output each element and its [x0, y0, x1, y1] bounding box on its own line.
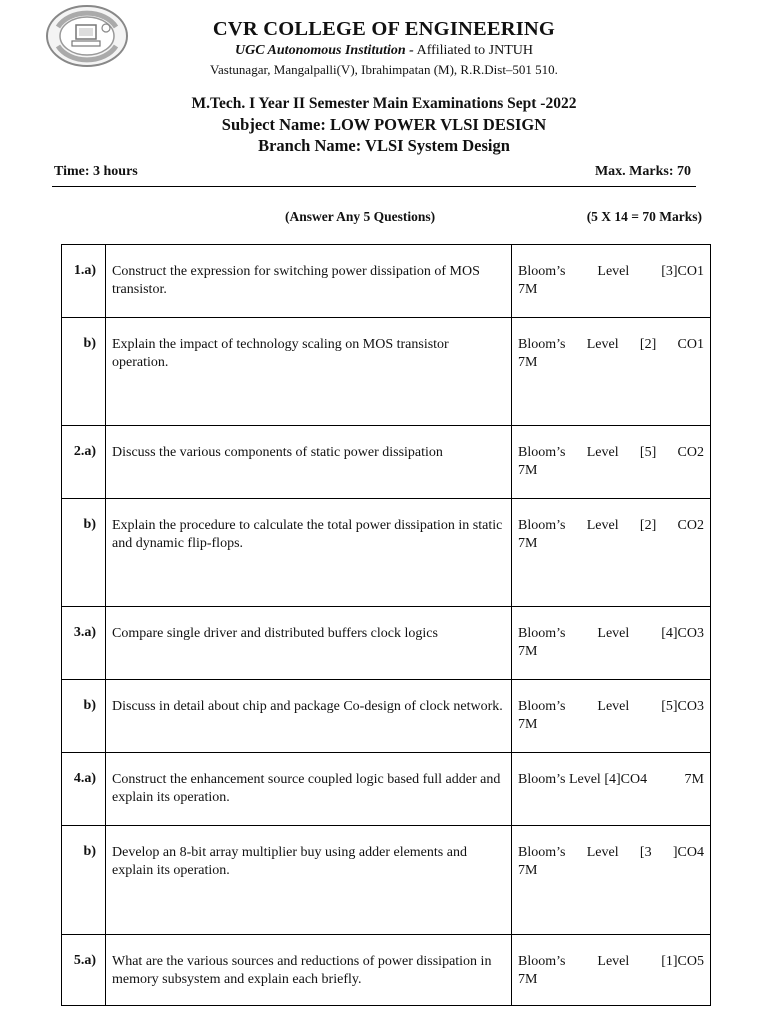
question-text: What are the various sources and reductions of power dissipation in memory subsystem and explain each briefly. — [106, 935, 512, 1006]
max-marks: Max. Marks: 70 — [594, 164, 691, 179]
bloom-level-cell — [512, 245, 711, 318]
bloom-part: Bloom’s — [518, 445, 566, 460]
marks-distribution: (5 X 14 = 70 Marks) — [586, 209, 702, 224]
bloom-part: Bloom’s Level [4]CO4 — [518, 772, 648, 787]
question-marks: 7M — [518, 463, 538, 478]
bloom-part: Level — [597, 954, 630, 969]
bloom-part: Level — [586, 845, 619, 860]
question-text: Discuss the various components of static power dissipation — [106, 426, 512, 499]
question-text: Develop an 8-bit array multiplier buy using adder elements and explain its operation. — [106, 826, 512, 935]
question-text: Construct the expression for switching power dissipation of MOS transistor. — [106, 245, 512, 318]
bloom-part: 7M — [684, 772, 704, 787]
question-marks: 7M — [518, 972, 538, 987]
question-text: Discuss in detail about chip and package Co-design of clock network. — [106, 680, 512, 753]
question-marks: 7M — [518, 536, 538, 551]
bloom-part: CO2 — [677, 518, 704, 533]
bloom-part: Level — [586, 445, 619, 460]
bloom-level — [518, 444, 704, 462]
bloom-part: Bloom’s — [518, 845, 566, 860]
bloom-part: [5]CO3 — [661, 699, 704, 714]
question-number: b) — [62, 680, 106, 753]
branch-name: Branch Name: VLSI System Design — [258, 136, 510, 155]
bloom-level — [518, 844, 704, 862]
bloom-part: [3 — [639, 845, 652, 860]
bloom-level — [518, 953, 704, 971]
bloom-level — [518, 263, 704, 281]
bloom-part: CO1 — [677, 337, 704, 352]
affiliation: Affiliated to JNTUH — [416, 43, 533, 58]
answer-instruction: (Answer Any 5 Questions) — [285, 209, 436, 224]
bloom-part: Level — [597, 699, 630, 714]
bloom-level-cell — [512, 499, 711, 607]
question-text: Explain the impact of technology scaling on MOS transistor operation. — [106, 318, 512, 426]
college-name: CVR COLLEGE OF ENGINEERING — [212, 18, 556, 40]
question-row — [62, 318, 711, 426]
question-number: 4.a) — [62, 753, 106, 826]
bloom-part: Bloom’s — [518, 954, 566, 969]
bloom-level-cell — [512, 826, 711, 935]
question-row — [62, 426, 711, 499]
question-row — [62, 245, 711, 318]
question-number: 3.a) — [62, 607, 106, 680]
bloom-level-cell — [512, 935, 711, 1006]
bloom-level-cell — [512, 318, 711, 426]
subject-name: Subject Name: LOW POWER VLSI DESIGN — [221, 115, 547, 134]
question-row — [62, 826, 711, 935]
questions-table — [61, 244, 711, 1006]
bloom-level — [518, 625, 704, 643]
bloom-level — [518, 698, 704, 716]
bloom-part: Level — [597, 264, 630, 279]
bloom-level — [518, 336, 704, 354]
question-text: Explain the procedure to calculate the total power dissipation in static and dynamic flip-flops. — [106, 499, 512, 607]
bloom-part: [5] — [639, 445, 657, 460]
question-marks: 7M — [518, 282, 538, 297]
question-marks: 7M — [518, 863, 538, 878]
exam-time: Time: 3 hours — [54, 164, 138, 179]
bloom-level-cell — [512, 607, 711, 680]
bloom-level-cell — [512, 753, 711, 826]
bloom-part: Bloom’s — [518, 518, 566, 533]
college-address: Vastunagar, Mangalpalli(V), Ibrahimpatan (M), R.R.Dist–501 510. — [210, 62, 558, 77]
bloom-part: [2] — [639, 518, 657, 533]
bloom-level-cell — [512, 680, 711, 753]
bloom-part: Level — [586, 337, 619, 352]
bloom-part: Bloom’s — [518, 626, 566, 641]
question-marks: 7M — [518, 717, 538, 732]
question-row — [62, 753, 711, 826]
question-number: b) — [62, 499, 106, 607]
question-row — [62, 680, 711, 753]
bloom-part: Bloom’s — [518, 264, 566, 279]
exam-title: M.Tech. I Year II Semester Main Examinations Sept -2022 — [191, 95, 577, 112]
bloom-part: Level — [597, 626, 630, 641]
bloom-part: [4]CO3 — [661, 626, 704, 641]
bloom-part: CO2 — [677, 445, 704, 460]
bloom-part: Level — [586, 518, 619, 533]
question-marks: 7M — [518, 644, 538, 659]
question-marks: 7M — [518, 355, 538, 370]
question-text: Construct the enhancement source coupled logic based full adder and explain its operation. — [106, 753, 512, 826]
question-number: 1.a) — [62, 245, 106, 318]
question-row — [62, 499, 711, 607]
question-text: Compare single driver and distributed buffers clock logics — [106, 607, 512, 680]
bloom-part: [2] — [639, 337, 657, 352]
question-number: 2.a) — [62, 426, 106, 499]
bloom-part: Bloom’s — [518, 337, 566, 352]
bloom-part: [1]CO5 — [661, 954, 704, 969]
bloom-level — [518, 771, 704, 789]
bloom-part: Bloom’s — [518, 699, 566, 714]
institution-status: UGC Autonomous Institution - — [235, 43, 414, 58]
question-number: 5.a) — [62, 935, 106, 1006]
bloom-level-cell — [512, 426, 711, 499]
question-row — [62, 607, 711, 680]
header-divider — [52, 186, 696, 187]
question-number: b) — [62, 826, 106, 935]
institution-line — [0, 43, 768, 59]
bloom-level — [518, 517, 704, 535]
bloom-part: [3]CO1 — [661, 264, 704, 279]
question-number: b) — [62, 318, 106, 426]
question-row — [62, 935, 711, 1006]
bloom-part: ]CO4 — [672, 845, 704, 860]
